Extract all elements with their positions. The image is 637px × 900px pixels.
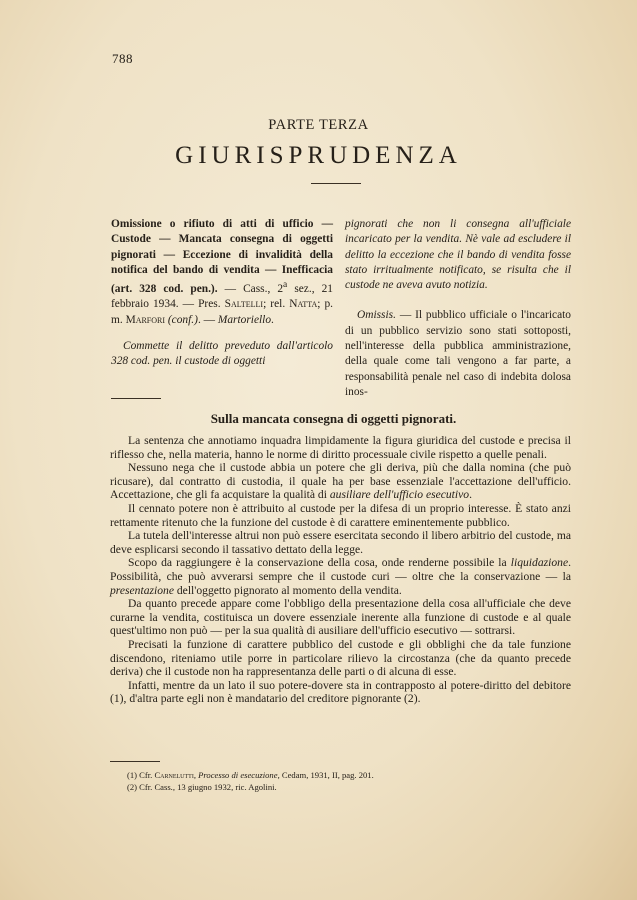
paragraph: Da quanto precede appare come l'obbligo della presentazione della cosa all'ufficiale che deve curarne la vendita, costituisca un dovere essenziale inerente alla funzione di custode e al quale quest'ultimo non può — per la sua qualità di ausiliare dell'ufficio esecutivo — sottrarsi.: [110, 597, 571, 638]
left-column: [111, 217, 333, 369]
omissis-label: Omissis.: [357, 309, 396, 322]
paragraph: Nessuno nega che il custode abbia un potere che gli deriva, più che dalla nomina (che può ricusare), dal contratto di custodia, il quale ha per base essenziale l'accettazione dell'ufficio. Accettazione, che gli fa acquistare la qualità di ausiliare dell'ufficio esecutivo.: [110, 461, 571, 502]
prosecutor-name: Marfori: [125, 313, 166, 326]
footnotes: [127, 770, 567, 793]
paragraph: Infatti, mentre da un lato il suo potere-dovere sta in contrapposto al potere-diritto del debitore (1), d'altra parte egli non è mandatario del creditore pignorante (2).: [110, 678, 571, 706]
column-divider: [111, 398, 161, 399]
case-caption-subject: Omissione o rifiuto di atti di ufficio — Custode — Mancata consegna di oggetti pignorati — Eccezione di invalidità della notifica del bando di vendita — Inefficacia (art. 328 cod. pen.).: [111, 218, 333, 295]
right-column: [345, 217, 571, 400]
holding-end: pignorati che non li consegna all'ufficiale incaricato per la vendita. Nè vale ad escludere il delitto la eccezione che il bando di vendita fosse stato irritualmente notificato, se risulta che il custode ne aveva avuto notizia.: [345, 218, 571, 292]
paragraph: Precisati la funzione di carattere pubblico del custode e gli obblighi che da tale funzione discendono, riteniamo utile porre in particolare rilievo la circostanza (che da quanto precede deriva) che il custode non ha rappresentanza delle parti o di alcuna di esse.: [110, 637, 571, 679]
paragraph: Scopo da raggiungere è la conservazione della cosa, onde renderne possibile la liquidazione. Possibilità, che può avverarsi sempre che il custode curi — oltre che la conservazione — la presentazione dell'oggetto pignorato al momento della vendita.: [110, 556, 571, 597]
case-reference: — Cass., 2$^a$ sez., 21 febbraio 1934. — Pres. Saltelli; rel. Natta; p. m. Marfori (conf.). — Martoriello.: [111, 280, 333, 326]
president-name: Saltelli: [224, 298, 264, 311]
footnote-2: (2) Cfr. Cass., 13 giugno 1932, ric. Agolini.: [127, 781, 277, 792]
party-name: Martoriello: [217, 313, 272, 326]
judgment-text: Omissis. — Il pubblico ufficiale o l'incaricato di un pubblico servizio sono stati sottoposti, nell'interesse della pubblica amministrazione, della quale come tali vengono a far parte, a responsabilità penale nel caso di indebita dolosa inos-: [345, 309, 571, 398]
comment-body: [110, 434, 571, 706]
comment-title: Sulla mancata consegna di oggetti pignorati.: [210, 411, 457, 426]
case-caption: [111, 217, 333, 328]
footnote-divider: [110, 761, 160, 762]
section-title: GIURISPRUDENZA: [175, 142, 462, 169]
paragraph: La tutela dell'interesse altrui non può essere esercitata secondo il libero arbitrio del custode, ma deve esplicarsi secondo il tassativo dettato della legge.: [110, 529, 571, 556]
paragraph: La sentenza che annotiamo inquadra limpidamente la figura giuridica del custode e precisa il riflesso che, nella materia, hanno le norme di diritto processuale civile rispetto a quelle penali.: [110, 434, 571, 461]
rapporteur-name: Natta: [289, 298, 318, 311]
footnote-1: (1) Cfr. Carnelutti, Processo di esecuzione, Cedam, 1931, II, pag. 201.: [127, 770, 374, 780]
page-number: 788: [112, 51, 133, 66]
paragraph: Il cennato potere non è attribuito al custode per la difesa di un proprio interesse. È stato anzi rettamente ritenuto che la funzione del custode è di carattere eminentemente pubblico.: [110, 501, 571, 529]
title-divider: [311, 183, 361, 184]
holding-start: Commette il delitto preveduto dall'articolo 328 cod. pen. il custode di oggetti: [111, 339, 333, 368]
part-title: PARTE TERZA: [268, 117, 369, 133]
